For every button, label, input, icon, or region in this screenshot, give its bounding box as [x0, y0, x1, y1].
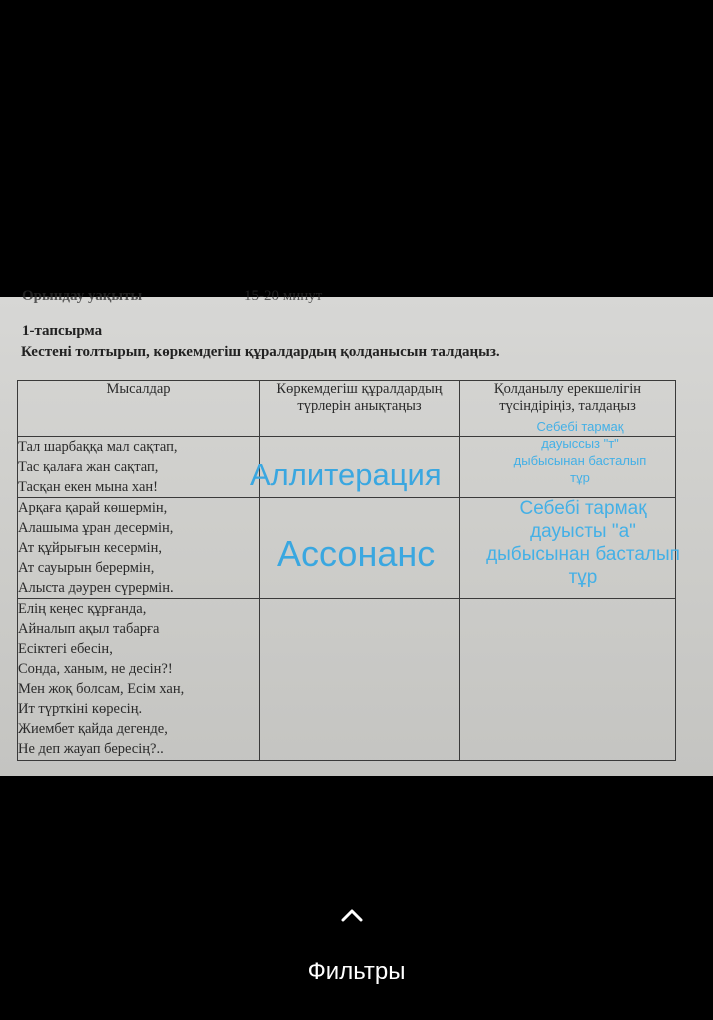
explanation-line: Себебі тармақ [536, 419, 624, 434]
column-header-explanation: Қолданылу ерекшелігін түсіндіріңіз, талдаңыз [460, 381, 676, 437]
explanation-cell [460, 599, 676, 761]
filters-button[interactable]: Фильтры [307, 958, 406, 985]
poem-line: Айналып ақыл табарға [18, 621, 160, 637]
answer-explanation-1 [470, 418, 690, 486]
explanation-line: тұр [568, 567, 598, 588]
column-header-device-type: Көркемдегіш құралдардың түрлерін анықтаңыз [260, 381, 460, 437]
task-title: 1-тапсырма [22, 323, 103, 339]
poem-line: Тасқан екен мына хан! [18, 479, 158, 495]
explanation-line: тұр [570, 470, 590, 485]
poem-line: Тас қалаға жан сақтап, [18, 459, 159, 475]
poem-line: Есіктегі ебесін, [18, 641, 113, 657]
cut-header-left: Орындау уақыты [22, 288, 143, 304]
poem-line: Ит түрткіні көресің. [18, 701, 143, 717]
answer-explanation-2 [470, 497, 696, 589]
poem-line: Елің кеңес құрғанда, [18, 601, 147, 617]
cut-header-right: 15-20 минут [244, 288, 323, 304]
explanation-line: дауысты "а" [530, 521, 636, 542]
explanation-line: дыбысынан басталып [486, 544, 680, 565]
explanation-line: дауыссыз "т" [541, 436, 619, 451]
poem-line: Алыста дәурен сүрермін. [18, 580, 174, 596]
poem-line: Ат сауырын берермін, [18, 560, 155, 576]
chevron-up-icon[interactable] [340, 904, 364, 928]
poem-line: Арқаға қарай көшермін, [18, 500, 168, 516]
example-cell [18, 498, 260, 599]
column-header-examples: Мысалдар [18, 381, 260, 437]
task-instruction: Кестені толтырып, көркемдегіш құралдардың қолданысын талдаңыз. [21, 344, 500, 360]
worksheet-photo [0, 288, 713, 776]
cut-off-header [22, 288, 323, 305]
device-type-cell [260, 599, 460, 761]
explanation-line: Себебі тармақ [519, 498, 647, 519]
poem-line: Тал шарбаққа мал сақтап, [18, 439, 178, 455]
answer-type-assonance: Ассонанс [277, 533, 436, 574]
example-cell [18, 437, 260, 498]
poem-line: Ат құйрығын кесермін, [18, 540, 162, 556]
answer-type-alliteration: Аллитерация [250, 457, 442, 492]
example-cell [18, 599, 260, 761]
poem-line: Жиембет қайда дегенде, [18, 721, 168, 737]
explanation-line: дыбысынан басталып [513, 453, 647, 468]
poem-line: Сонда, ханым, не десін?! [18, 661, 173, 677]
poem-line: Не деп жауап бересің?.. [18, 741, 164, 757]
poem-line: Мен жоқ болсам, Есім хан, [18, 681, 185, 697]
table-row [18, 599, 676, 761]
poem-line: Алашыма ұран десермін, [18, 520, 174, 536]
